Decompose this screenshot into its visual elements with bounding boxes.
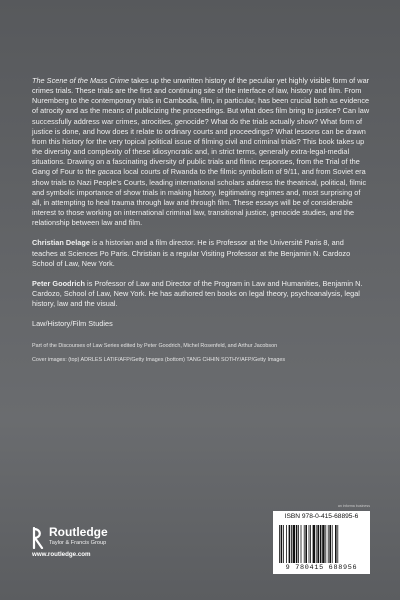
back-cover-text (32, 76, 370, 371)
blurb-paragraph (32, 76, 370, 228)
routledge-logo-icon (32, 527, 44, 549)
author-bio-1 (32, 238, 370, 268)
author-bio-text: is Professor of Law and Director of the Program in Law and Humanities, Benjamin N. Cardozo, School of Law, New York. He has authored ten books on legal theory, psychoanalysis, legal history, law and the visual. (32, 278, 363, 309)
blurb-text: takes up the unwritten history of the peculiar yet highly visible form of war crimes trials. These trials are the first and continuing site of the interface of law, history and film. From Nuremberg to the contemporary trials in Cambodia, film, in particular, has been crucial both as evidence of atrocity and as the means of publicizing the proceedings. But what does film bring to justice? Can law successfully address war crimes, atrocities, genocide? What do the trials actually show? What form of justice is done, and how does it relate to ordinary courts and proceedings? What lessons can be drawn from this history for the very topical political issue of filming civil and criminal trials? This book takes up the diversity and complexity of these idiosyncratic and, in strict terms, generally extra-legal-medial situations. Drawing on a fascinating diversity of public trials and filmic responses, from the Trial of the Gang of Four to the (32, 76, 370, 177)
isbn-digits: 9 780415 688956 (285, 564, 358, 572)
publisher-group: Taylor & Francis Group (49, 540, 107, 546)
barcode (273, 522, 370, 574)
author-bio-2 (32, 279, 370, 309)
book-title: The Scene of the Mass Crime (32, 76, 130, 85)
cover-image-credits: Cover images: (top) ADRLES LATIF/AFP/Getty Images (bottom) TANG CHHIN SOTHY/AFP/Getty Images (32, 357, 286, 364)
publisher-name: Routledge (49, 525, 108, 539)
blurb-text-end: local courts of Rwanda to the filmic symbolism of 9/11, and from Soviet era show trials to Nazi People's Courts, leading international scholars address the theatrical, political, filmic and symbolic importance of show trials in making history, legitimating regimes and, most surprising of all, in attempting to heal trauma through law and through film. These essays will be of considerable interest to those working on international criminal law, transitional justice, genocide studies, and the relationship between law and film. (32, 167, 367, 228)
barcode-icon (277, 525, 367, 563)
isbn-label: ISBN 978-0-415-68895-6 (273, 511, 370, 522)
author-name: Peter Goodrich (32, 278, 85, 288)
publisher-logo (32, 524, 202, 560)
informa-tag: an informa business (337, 504, 370, 508)
author-name: Christian Delage (32, 238, 90, 248)
gacaca-term: gacaca (97, 167, 122, 177)
subject-category: Law/History/Film Studies (32, 319, 113, 329)
author-bio-text: is a historian and a film director. He is Professor at the Université Paris 8, and teaches at Sciences Po Paris. Christian is a regular Visiting Professor at the Benjamin N. Cardozo School of Law, New York. (32, 238, 351, 268)
publisher-url: www.routledge.com (32, 551, 91, 558)
series-note: Part of the Discourses of Law Series edited by Peter Goodrich, Michel Rosenfeld, and Arthur Jacobson (32, 343, 278, 350)
